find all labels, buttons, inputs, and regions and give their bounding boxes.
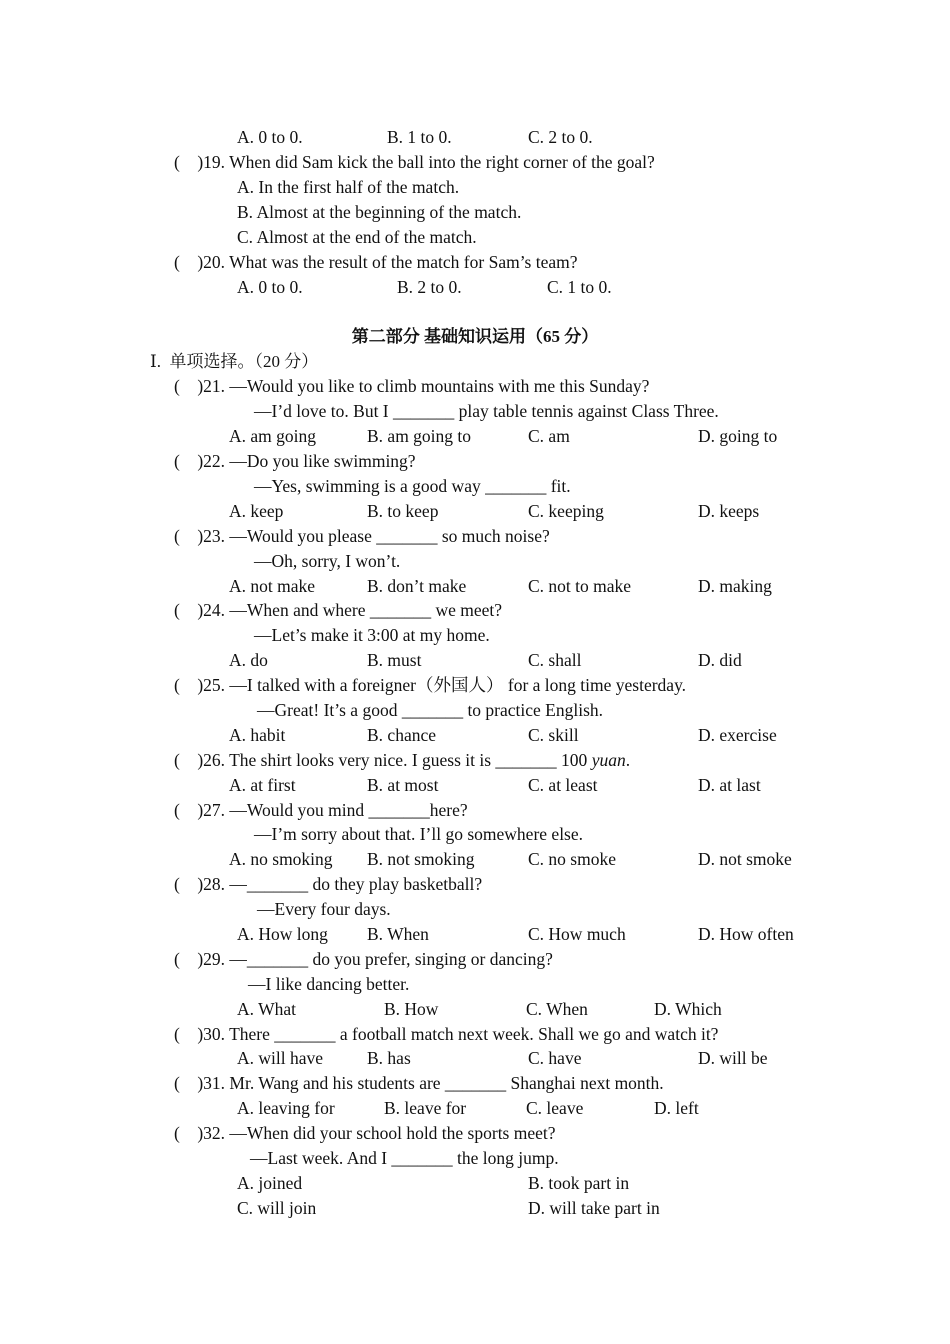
q19-option-c: C. Almost at the end of the match.: [237, 227, 477, 247]
q27-option-c: C. no smoke: [528, 849, 616, 869]
q30-option-a: A. will have: [237, 1048, 324, 1068]
q22-reply: —Yes, swimming is a good way _______ fit.: [254, 476, 571, 496]
q32-option-a: A. joined: [237, 1173, 303, 1193]
q23-option-b: B. don’t make: [367, 576, 467, 596]
q28-stem: ( )28. —_______ do they play basketball?: [174, 874, 483, 894]
q23-option-a: A. not make: [229, 576, 316, 596]
q21-option-d: D. going to: [698, 426, 778, 446]
q20-stem: ( )20. What was the result of the match for Sam’s team?: [174, 252, 578, 272]
q25-stem: ( )25. —I talked with a foreigner（外国人） for a long time yesterday.: [174, 675, 687, 695]
q23-reply: —Oh, sorry, I won’t.: [254, 551, 401, 571]
q19-option-b: B. Almost at the beginning of the match.: [237, 202, 522, 222]
q27-reply: —I’m sorry about that. I’ll go somewhere else.: [254, 824, 584, 844]
q28-option-b: B. When: [367, 924, 429, 944]
q18-option-b: B. 1 to 0.: [387, 127, 452, 147]
part-two-title: 第二部分 基础知识运用（65 分）: [351, 327, 599, 346]
q27-stem: ( )27. —Would you mind _______here?: [174, 800, 468, 820]
q22-stem: ( )22. —Do you like swimming?: [174, 451, 416, 471]
q30-option-c: C. have: [528, 1048, 582, 1068]
q30-option-b: B. has: [367, 1048, 411, 1068]
q22-option-d: D. keeps: [698, 501, 760, 521]
q28-reply: —Every four days.: [257, 899, 391, 919]
q26-option-b: B. at most: [367, 775, 439, 795]
q18-option-a: A. 0 to 0.: [237, 127, 303, 147]
q19-stem: ( )19. When did Sam kick the ball into the right corner of the goal?: [174, 152, 655, 172]
q28-option-d: D. How often: [698, 924, 794, 944]
q23-stem: ( )23. —Would you please _______ so much noise?: [174, 526, 550, 546]
q26-stem-text: ( )26. The shirt looks very nice. I guess it is _______ 100: [174, 750, 592, 770]
q31-option-c: C. leave: [526, 1098, 584, 1118]
q24-option-d: D. did: [698, 650, 742, 670]
q22-option-a: A. keep: [229, 501, 284, 521]
q25-option-d: D. exercise: [698, 725, 777, 745]
q25-option-a: A. habit: [229, 725, 286, 745]
q31-option-b: B. leave for: [384, 1098, 467, 1118]
q29-reply: —I like dancing better.: [248, 974, 410, 994]
q26-option-c: C. at least: [528, 775, 598, 795]
q24-option-c: C. shall: [528, 650, 582, 670]
q32-reply: —Last week. And I _______ the long jump.: [250, 1148, 559, 1168]
q27-option-a: A. no smoking: [229, 849, 333, 869]
q32-stem: ( )32. —When did your school hold the sports meet?: [174, 1123, 556, 1143]
q26-stem-currency: yuan: [591, 750, 626, 770]
q22-option-b: B. to keep: [367, 501, 439, 521]
q21-stem: ( )21. —Would you like to climb mountains with me this Sunday?: [174, 376, 650, 396]
q27-option-b: B. not smoking: [367, 849, 475, 869]
q20-option-b: B. 2 to 0.: [397, 277, 462, 297]
q25-reply: —Great! It’s a good _______ to practice English.: [257, 700, 604, 720]
q23-option-c: C. not to make: [528, 576, 632, 596]
q30-option-d: D. will be: [698, 1048, 768, 1068]
q26-stem-end: .: [625, 750, 631, 770]
q24-option-a: A. do: [229, 650, 268, 670]
q22-option-c: C. keeping: [528, 501, 604, 521]
q24-option-b: B. must: [367, 650, 422, 670]
q26-option-a: A. at first: [229, 775, 296, 795]
q31-option-d: D. left: [654, 1098, 699, 1118]
q21-option-a: A. am going: [229, 426, 317, 446]
q31-stem: ( )31. Mr. Wang and his students are _______ Shanghai next month.: [174, 1073, 664, 1093]
q32-option-b: B. took part in: [528, 1173, 630, 1193]
q20-option-c: C. 1 to 0.: [547, 277, 612, 297]
q29-option-a: A. What: [237, 999, 296, 1019]
q20-option-a: A. 0 to 0.: [237, 277, 303, 297]
q29-option-b: B. How: [384, 999, 439, 1019]
q25-option-b: B. chance: [367, 725, 436, 745]
q24-reply: —Let’s make it 3:00 at my home.: [254, 625, 490, 645]
q25-option-c: C. skill: [528, 725, 579, 745]
q27-option-d: D. not smoke: [698, 849, 792, 869]
q31-option-a: A. leaving for: [237, 1098, 335, 1118]
q21-reply: —I’d love to. But I _______ play table tennis against Class Three.: [254, 401, 719, 421]
q30-stem: ( )30. There _______ a football match next week. Shall we go and watch it?: [174, 1024, 719, 1044]
section-one-title: Ⅰ. 单项选择。（20 分）: [150, 352, 319, 371]
q26-stem: [174, 748, 630, 773]
q29-stem: ( )29. —_______ do you prefer, singing or dancing?: [174, 949, 553, 969]
q19-option-a: A. In the first half of the match.: [237, 177, 460, 197]
q21-option-b: B. am going to: [367, 426, 472, 446]
q28-option-a: A. How long: [237, 924, 328, 944]
q24-stem: ( )24. —When and where _______ we meet?: [174, 600, 503, 620]
q23-option-d: D. making: [698, 576, 772, 596]
q28-option-c: C. How much: [528, 924, 626, 944]
q21-option-c: C. am: [528, 426, 570, 446]
q29-option-c: C. When: [526, 999, 588, 1019]
q29-option-d: D. Which: [654, 999, 722, 1019]
q26-option-d: D. at last: [698, 775, 761, 795]
q32-option-c: C. will join: [237, 1198, 317, 1218]
q18-option-c: C. 2 to 0.: [528, 127, 593, 147]
q32-option-d: D. will take part in: [528, 1198, 660, 1218]
